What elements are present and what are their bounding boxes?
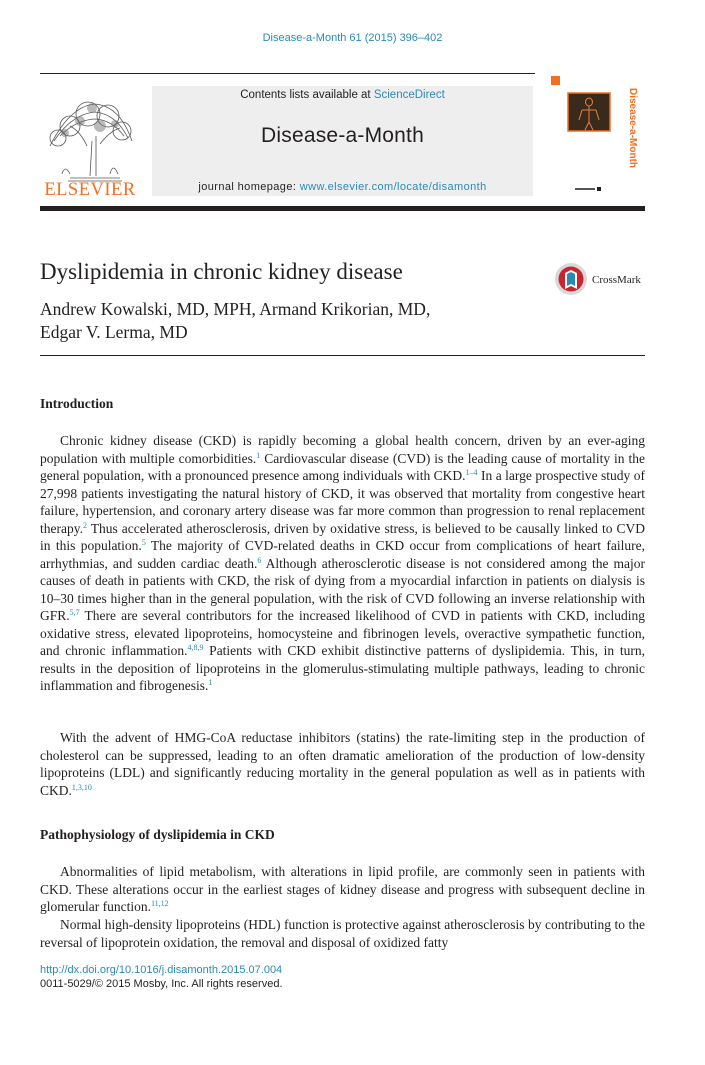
paragraph-patho-2: Normal high-density lipoproteins (HDL) function is protective against atherosclerosis by contributing to the reversal of lipoprotein oxidation, the removal and disposal of oxidized fatty bbox=[40, 917, 645, 950]
journal-cover-image bbox=[551, 76, 645, 196]
citation-ref[interactable]: 5 bbox=[141, 538, 146, 547]
elsevier-wordmark: ELSEVIER bbox=[44, 180, 136, 200]
paragraph-intro-2: With the advent of HMG-CoA reductase inhibitors (statins) the rate-limiting step in the production of cholesterol can be suppressed, leading to an often dramatic amelioration of the production of low-density lipoproteins (LDL) and significantly reducing mortality in the general population as well as in patients with CKD.$^{1,3,10}$ bbox=[40, 730, 645, 798]
authors-line-1: Andrew Kowalski, MD, MPH, Armand Krikorian, MD, bbox=[40, 299, 431, 319]
citation-ref[interactable]: 1,3,10 bbox=[71, 782, 92, 792]
running-head[interactable]: Disease-a-Month 61 (2015) 396–402 bbox=[262, 32, 443, 44]
cover-title: Disease-a-Month bbox=[627, 88, 638, 169]
section-heading-pathophysiology: Pathophysiology of dyslipidemia in CKD bbox=[40, 827, 275, 842]
citation-ref[interactable]: 11,12 bbox=[150, 899, 169, 908]
journal-homepage-link[interactable]: www.elsevier.com/locate/disamonth bbox=[299, 181, 487, 193]
citation-ref[interactable]: 1 bbox=[256, 450, 261, 460]
copyright-line: 0011-5029/© 2015 Mosby, Inc. All rights reserved. bbox=[40, 978, 283, 990]
citation-ref[interactable]: 1 bbox=[208, 678, 213, 687]
contents-line bbox=[152, 89, 533, 101]
citation-ref[interactable]: 2 bbox=[82, 520, 87, 530]
title-rule bbox=[40, 355, 645, 356]
citation-ref[interactable]: 6 bbox=[257, 555, 262, 565]
citation-ref[interactable]: 1–4 bbox=[465, 468, 478, 477]
citation-ref[interactable]: 5,7 bbox=[69, 608, 80, 617]
crossmark-label: CrossMark bbox=[592, 274, 641, 286]
header-rule-top bbox=[40, 73, 535, 74]
journal-title: Disease-a-Month bbox=[261, 124, 424, 147]
paragraph-intro-1: Chronic kidney disease (CKD) is rapidly becoming a global health concern, driven by an ever-aging population with multiple comorbidities.$^1$ Cardiovascular disease (CVD) is the leading cause of mortality in the general population, with a pronounced presence among individuals with CKD.$^{1-4}$ In a large prospective study of 27,998 patients investigating the natural history of CKD, it was observed that mortality from congestive heart failure, hypertension, and coronary artery disease was far more common than progression to renal replacement therapy.$^2$ Thus accelerated atherosclerosis, driven by oxidative stress, is believed to be causally linked to CVD in this population.$^5$ The majority of CVD-related deaths in CKD occur from complications of heart failure, arrhythmias, and sudden cardiac death.$^6$ Although atherosclerotic disease is not considered among the major causes of death in patients with CKD, the risk of dying from a myocardial infarction in patients on dialysis is 10–30 times higher than in the general population, with the risk of CVD following an inverse relationship with GFR.$^{5,7}$ There are several contributors for the increased likelihood of CVD in patients with CKD, including oxidative stress, elevated lipoproteins, homocysteine and fibrinogen levels, overactive sympathetic function, and chronic inflammation.$^{4,8,9}$ Patients with CKD exhibit distinctive patterns of dyslipidemia. This, in turn, results in the deposition of lipoproteins in the glomerulus-stimulating multiple pathways, leading to chronic inflammation and fibrogenesis.$^1$ bbox=[40, 433, 646, 693]
doi-link[interactable]: http://dx.doi.org/10.1016/j.disamonth.2015.07.004 bbox=[40, 964, 283, 976]
header-rule-bottom bbox=[40, 206, 645, 211]
homepage-prefix: journal homepage: bbox=[198, 181, 300, 193]
crossmark-badge[interactable] bbox=[554, 262, 646, 296]
authors-line-2: Edgar V. Lerma, MD bbox=[40, 322, 188, 342]
contents-prefix: Contents lists available at bbox=[240, 89, 374, 101]
homepage-line bbox=[152, 181, 533, 193]
paragraph-patho-1: Abnormalities of lipid metabolism, with alterations in lipid profile, are commonly seen in patients with CKD. These alterations occur in the earliest stages of kidney disease and progress with subsequent decline in glomerular function.$^{11,12}$ bbox=[40, 864, 645, 914]
citation-ref[interactable]: 4,8,9 bbox=[187, 643, 204, 652]
sciencedirect-link[interactable]: ScienceDirect bbox=[373, 89, 445, 101]
article-title: Dyslipidemia in chronic kidney disease bbox=[40, 259, 403, 284]
section-heading-introduction: Introduction bbox=[40, 396, 114, 411]
